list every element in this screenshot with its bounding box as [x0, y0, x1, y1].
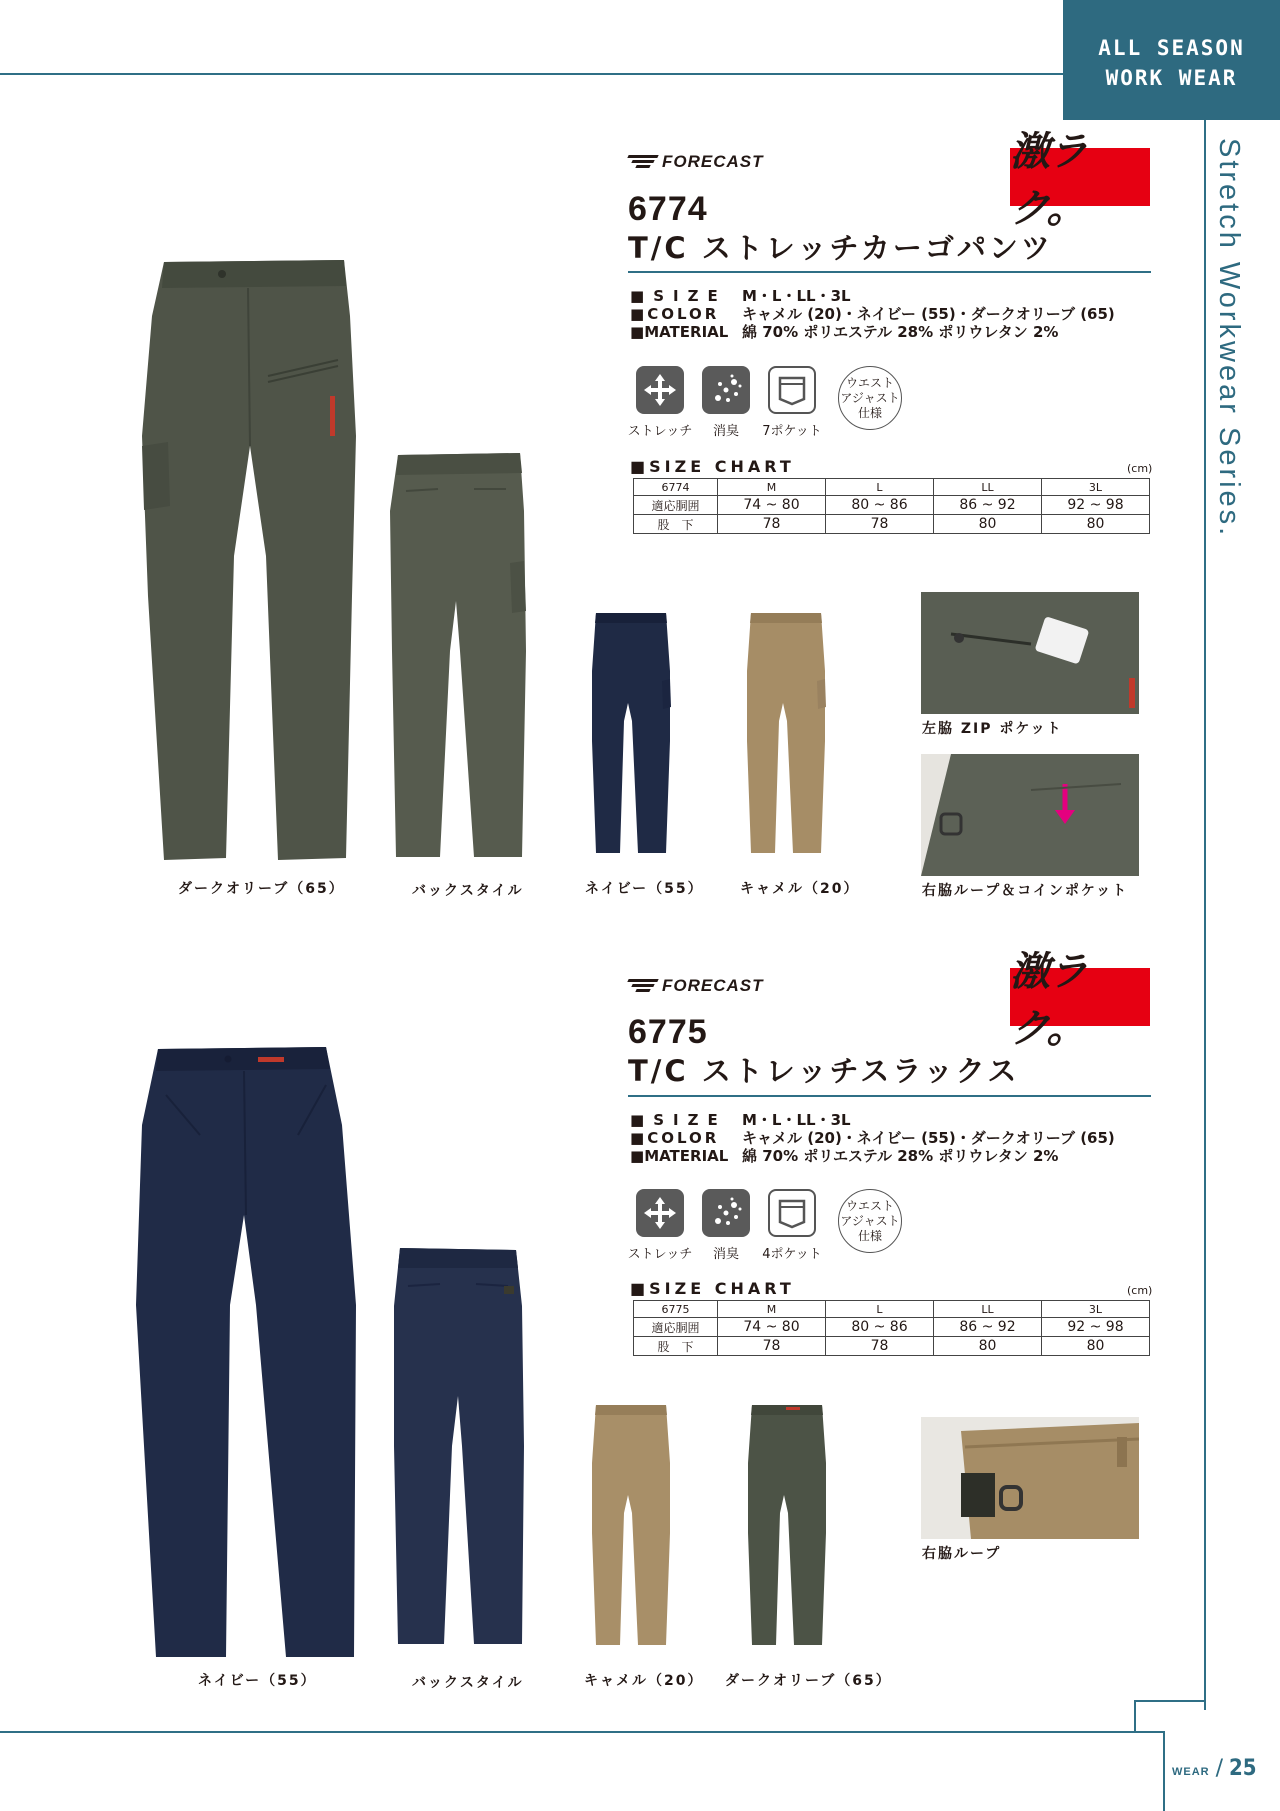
deodorant-icon: [702, 366, 750, 414]
season-badge-line1: ALL SEASON: [1098, 36, 1245, 60]
spec-value: M・L・LL・3L: [742, 1111, 851, 1129]
table-row: 適応胴囲 74 ~ 80 80 ~ 86 86 ~ 92 92 ~ 98: [634, 1318, 1150, 1337]
stretch-icon: [636, 1189, 684, 1237]
corner-rule-v2: [1163, 1731, 1165, 1811]
spec-list: [630, 1111, 1115, 1165]
detail-photo-loop-coin-pocket: [921, 754, 1139, 876]
feature-label: ストレッチ: [627, 424, 693, 439]
folio-section: WEAR: [1172, 1766, 1210, 1778]
spec-value: キャメル (20)・ネイビー (55)・ダークオリーブ (65): [742, 305, 1115, 323]
feature-label: 消臭: [712, 1247, 739, 1262]
brand-logo: [628, 152, 764, 172]
caption-dark-olive: ダークオリーブ（65）: [725, 1673, 892, 1689]
spec-value: キャメル (20)・ネイビー (55)・ダークオリーブ (65): [742, 1129, 1115, 1147]
pants-photo-camel-slacks: [590, 1403, 672, 1647]
spec-value: 綿 70% ポリエステル 28% ポリウレタン 2%: [742, 323, 1059, 341]
spec-value: M・L・LL・3L: [742, 287, 851, 305]
table-row: 6774 M L LL 3L: [634, 479, 1150, 496]
table-row: 適応胴囲 74 ~ 80 80 ~ 86 86 ~ 92 92 ~ 98: [634, 496, 1150, 515]
side-rule: [1204, 120, 1206, 1710]
feature-pocket: [762, 1189, 822, 1262]
spec-list: [630, 287, 1115, 341]
size-chart-unit: (cm): [1127, 1284, 1153, 1297]
spec-color: ■COLOR キャメル (20)・ネイビー (55)・ダークオリーブ (65): [630, 305, 1115, 323]
product-code: 6774: [628, 190, 708, 228]
forecast-logo-icon: [628, 979, 658, 993]
name-rule: [628, 271, 1151, 273]
product-name: T/C ストレッチスラックス: [628, 1054, 1020, 1088]
caption-back-style: バックスタイル: [412, 1675, 524, 1691]
spec-size: ■SIZE M・L・LL・3L: [630, 1111, 851, 1129]
feature-label: 4ポケット: [762, 1247, 822, 1262]
size-chart-table: [633, 1300, 1150, 1356]
pants-photo-camel: [745, 611, 827, 855]
top-rule: [0, 73, 1063, 75]
spec-size: ■SIZE M・L・LL・3L: [630, 287, 851, 305]
folio-slash: /: [1215, 1756, 1224, 1781]
spec-material: ■MATERIAL 綿 70% ポリエステル 28% ポリウレタン 2%: [630, 323, 1059, 341]
gekiraku-badge: 激ラク。: [1010, 968, 1150, 1026]
caption-navy: ネイビー（55）: [585, 881, 704, 897]
caption-camel: キャメル（20）: [740, 881, 860, 897]
caption-zip-pocket: 左脇 ZIP ポケット: [922, 721, 1063, 737]
caption-dark-olive: ダークオリーブ（65）: [178, 881, 345, 897]
deodorant-icon: [702, 1189, 750, 1237]
caption-back-style: バックスタイル: [412, 883, 524, 899]
detail-photo-right-loop: [921, 1417, 1139, 1539]
season-badge-line2: WORK WEAR: [1105, 66, 1238, 90]
stretch-icon: [636, 366, 684, 414]
corner-rule-v: [1134, 1700, 1136, 1732]
gekiraku-badge: 激ラク。: [1010, 148, 1150, 206]
caption-loop-coin-pocket: 右脇ループ＆コインポケット: [922, 883, 1129, 899]
feature-icons: [627, 1189, 902, 1262]
table-row: 股 下 78 78 80 80: [634, 515, 1150, 534]
brand-logo: [628, 976, 764, 996]
feature-stretch: [627, 366, 693, 439]
bottom-rule: [0, 1731, 1163, 1733]
feature-icons: [627, 366, 902, 439]
spec-color: ■COLOR キャメル (20)・ネイビー (55)・ダークオリーブ (65): [630, 1129, 1115, 1147]
table-row: 6775 M L LL 3L: [634, 1301, 1150, 1318]
size-chart-table: [633, 478, 1150, 534]
corner-rule-h: [1134, 1700, 1206, 1702]
name-rule: [628, 1095, 1151, 1097]
size-chart-unit: (cm): [1127, 462, 1153, 475]
pants-photo-olive-slacks: [746, 1403, 828, 1647]
caption-camel: キャメル（20）: [584, 1673, 704, 1689]
product-name: T/C ストレッチカーゴパンツ: [628, 231, 1053, 265]
feature-stretch: [627, 1189, 693, 1262]
pants-photo-navy-back: [392, 1246, 526, 1646]
pants-photo-dark-olive: [138, 256, 358, 862]
feature-deodorant: [700, 366, 752, 439]
pants-photo-navy-front: [130, 1045, 360, 1659]
pants-photo-back-olive: [388, 451, 528, 859]
spec-material: ■MATERIAL 綿 70% ポリエステル 28% ポリウレタン 2%: [630, 1147, 1059, 1165]
feature-label: 7ポケット: [762, 424, 822, 439]
caption-right-loop: 右脇ループ: [922, 1546, 1002, 1562]
forecast-logo-icon: [628, 155, 658, 169]
detail-photo-zip-pocket: [921, 592, 1139, 714]
pants-photo-navy: [590, 611, 672, 855]
season-badge: [1063, 0, 1280, 120]
size-chart-title: ■SIZE CHART: [630, 1279, 795, 1298]
pocket-icon: [768, 366, 816, 414]
table-row: 股 下 78 78 80 80: [634, 1337, 1150, 1356]
waist-adjust-badge: ウエスト アジャスト 仕様: [838, 1189, 902, 1253]
brand-name: FORECAST: [662, 976, 764, 995]
feature-label: ストレッチ: [627, 1247, 693, 1262]
waist-adjust-badge: ウエスト アジャスト 仕様: [838, 366, 902, 430]
caption-navy: ネイビー（55）: [198, 1673, 317, 1689]
series-title: Stretch Workwear Series.: [1213, 138, 1245, 539]
brand-name: FORECAST: [662, 152, 764, 171]
product-code: 6775: [628, 1013, 708, 1051]
spec-value: 綿 70% ポリエステル 28% ポリウレタン 2%: [742, 1147, 1059, 1165]
feature-deodorant: [700, 1189, 752, 1262]
page-number: 25: [1229, 1756, 1257, 1781]
feature-pocket: [762, 366, 822, 439]
pocket-icon: [768, 1189, 816, 1237]
page-folio: [1172, 1756, 1257, 1781]
size-chart-title: ■SIZE CHART: [630, 457, 795, 476]
feature-label: 消臭: [712, 424, 739, 439]
